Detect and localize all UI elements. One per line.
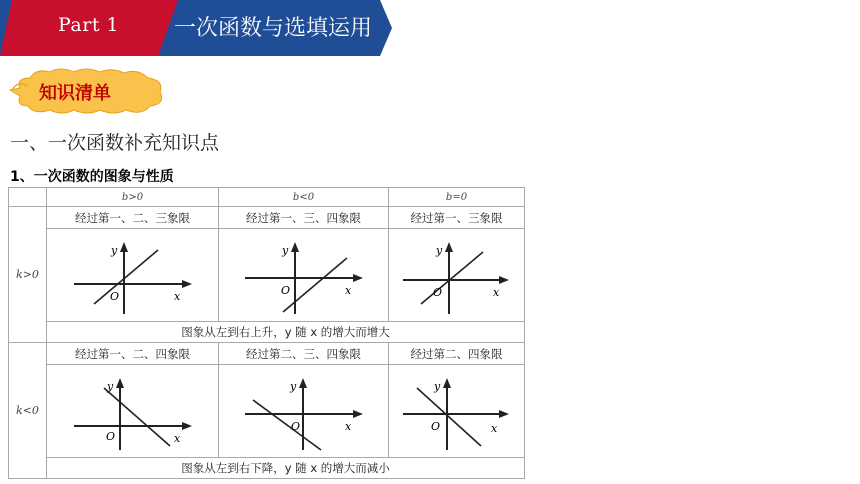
origin-label: O <box>109 290 119 303</box>
y-axis-label: y <box>289 380 296 393</box>
table-row <box>9 458 525 479</box>
y-axis-label: y <box>110 244 117 257</box>
table-corner-cell <box>9 188 47 207</box>
function-properties-table <box>8 187 525 479</box>
x-axis-label: x <box>173 290 180 303</box>
graph-cell <box>219 365 389 458</box>
x-axis-label: x <box>492 286 499 299</box>
sub-heading: 1、一次函数的图象与性质 <box>10 169 174 185</box>
page-title: 一次函数与选填运用 <box>174 16 373 41</box>
graph-cell <box>47 229 219 322</box>
title-banner <box>0 0 860 56</box>
x-axis-label: x <box>490 422 497 435</box>
quadrant-cell: 经过第一、二、三象限 <box>47 207 219 229</box>
column-header: b=0 <box>389 188 525 207</box>
x-axis-label: x <box>173 432 180 445</box>
table-row <box>9 343 525 365</box>
quadrant-cell: 经过第一、二、四象限 <box>47 343 219 365</box>
y-axis-label: y <box>106 380 113 393</box>
table-header-row <box>9 188 525 207</box>
quadrant-cell: 经过第一、三象限 <box>389 207 525 229</box>
line-graph-icon <box>68 370 198 452</box>
banner-shape <box>0 0 860 56</box>
part-label: Part 1 <box>58 14 120 36</box>
summary-cell: 图象从左到右下降，y 随 x 的增大而减小 <box>47 458 525 479</box>
y-axis-label: y <box>435 244 442 257</box>
graph-cell <box>389 365 525 458</box>
graph-cell <box>389 229 525 322</box>
origin-label: O <box>280 284 290 297</box>
table-row <box>9 229 525 322</box>
line-graph-icon <box>397 370 517 452</box>
origin-label: O <box>432 286 442 299</box>
origin-label: O <box>105 430 115 443</box>
line-graph-icon <box>239 370 369 452</box>
y-axis-label: y <box>433 380 440 393</box>
line-graph-icon <box>239 234 369 316</box>
line-graph-icon <box>68 234 198 316</box>
column-header: b<0 <box>219 188 389 207</box>
y-axis-label: y <box>281 244 288 257</box>
section-heading: 一、一次函数补充知识点 <box>10 132 220 154</box>
table-row <box>9 365 525 458</box>
row-label: k>0 <box>9 207 47 343</box>
quadrant-cell: 经过第一、三、四象限 <box>219 207 389 229</box>
quadrant-cell: 经过第二、四象限 <box>389 343 525 365</box>
quadrant-cell: 经过第二、三、四象限 <box>219 343 389 365</box>
line-graph-icon <box>397 234 517 316</box>
x-axis-label: x <box>344 420 351 433</box>
column-header: b>0 <box>47 188 219 207</box>
graph-cell <box>219 229 389 322</box>
graph-cell <box>47 365 219 458</box>
knowledge-list-label: 知识清单 <box>39 83 111 104</box>
table-row <box>9 322 525 343</box>
table-row <box>9 207 525 229</box>
origin-label: O <box>430 420 440 433</box>
summary-cell: 图象从左到右上升，y 随 x 的增大而增大 <box>47 322 525 343</box>
row-label: k<0 <box>9 343 47 479</box>
origin-label: O <box>290 420 300 433</box>
x-axis-label: x <box>344 284 351 297</box>
